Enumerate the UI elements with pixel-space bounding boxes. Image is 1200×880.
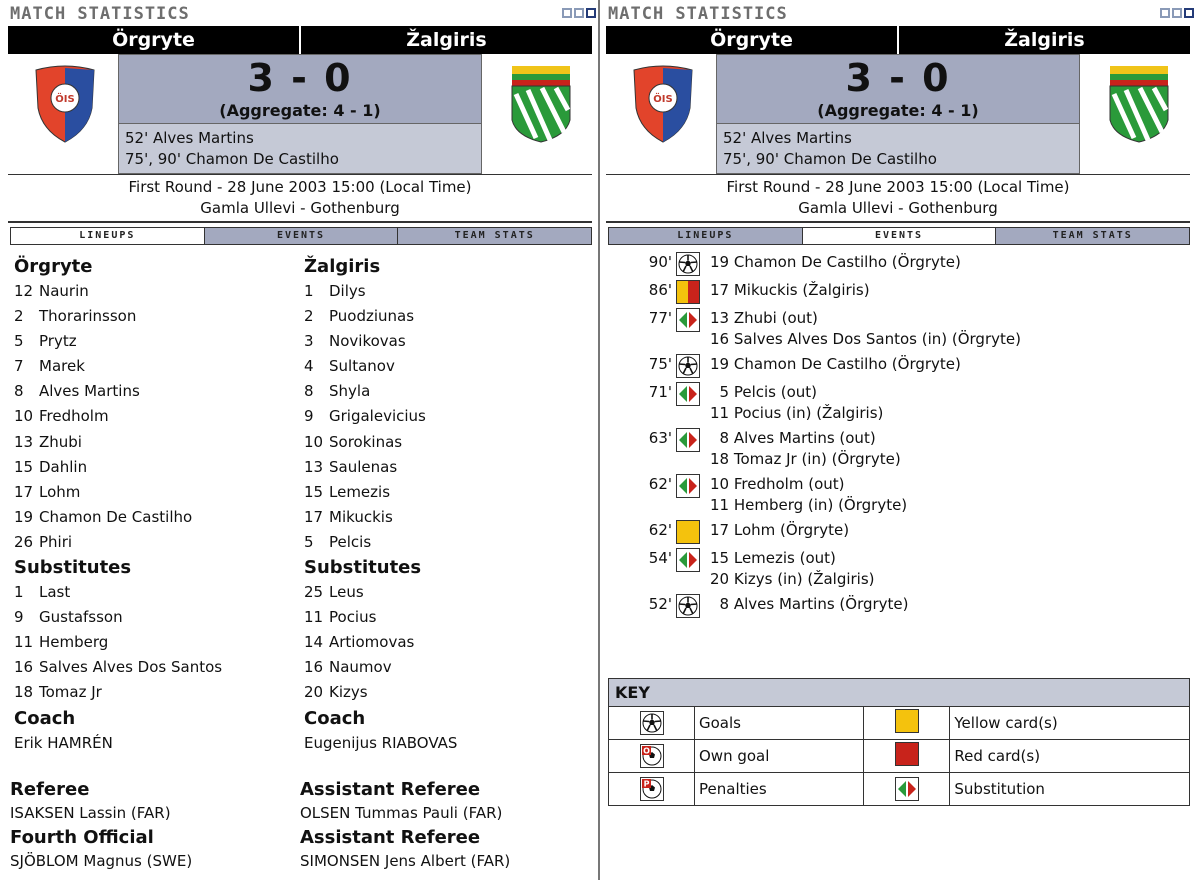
player-name: Novikovas bbox=[329, 332, 406, 351]
svg-text:ÖIS: ÖIS bbox=[55, 94, 75, 105]
event-line[interactable]: 10 Fredholm (out) bbox=[710, 475, 845, 493]
event-minute: 71' bbox=[648, 383, 672, 401]
player-number: 12 bbox=[14, 282, 34, 300]
event-line[interactable]: 16 Salves Alves Dos Santos (in) (Örgryte) bbox=[710, 330, 1021, 348]
event-description bbox=[710, 354, 961, 375]
player-name: Zhubi bbox=[39, 432, 82, 451]
key-table bbox=[608, 678, 1190, 806]
player-number: 13 bbox=[14, 432, 34, 451]
match-info bbox=[606, 174, 1190, 223]
fourth-official-label: Fourth Official bbox=[10, 827, 154, 848]
own-goal-icon bbox=[609, 740, 695, 773]
window-icon[interactable] bbox=[586, 8, 596, 18]
player-number: 10 bbox=[304, 432, 324, 451]
referee-name[interactable]: ISAKSEN Lassin (FAR) bbox=[10, 804, 171, 822]
tab-bar bbox=[10, 227, 592, 245]
player-row[interactable] bbox=[304, 354, 584, 379]
page-title: MATCH STATISTICS bbox=[10, 4, 190, 24]
home-team-name[interactable]: Örgryte bbox=[112, 29, 195, 51]
window-controls bbox=[1160, 8, 1194, 18]
window-icon[interactable] bbox=[1160, 8, 1170, 18]
player-number: 17 bbox=[304, 507, 324, 526]
event-description bbox=[710, 280, 870, 301]
away-lineup-title: Žalgiris bbox=[304, 256, 381, 277]
player-row[interactable] bbox=[14, 505, 294, 530]
away-team-name[interactable]: Žalgiris bbox=[897, 26, 1190, 54]
player-number: 19 bbox=[14, 507, 34, 526]
scorer-line: 52' Alves Martins bbox=[125, 129, 254, 147]
home-crest-icon[interactable] bbox=[628, 64, 698, 144]
player-number: 17 bbox=[14, 482, 34, 501]
event-row bbox=[636, 428, 1196, 470]
player-number: 5 bbox=[14, 332, 24, 351]
player-row[interactable] bbox=[14, 480, 294, 505]
substitution-icon bbox=[676, 428, 700, 452]
substitution-icon bbox=[676, 308, 700, 332]
player-name: Grigalevicius bbox=[329, 407, 426, 426]
player-row[interactable] bbox=[14, 455, 294, 480]
player-name: Phiri bbox=[39, 532, 73, 551]
tab-events[interactable]: EVENTS bbox=[802, 228, 996, 244]
player-number: 15 bbox=[304, 482, 324, 501]
goal-icon bbox=[609, 707, 695, 740]
event-minute: 86' bbox=[648, 281, 672, 299]
substitution-icon bbox=[676, 382, 700, 406]
event-row bbox=[636, 594, 1196, 618]
player-row[interactable] bbox=[14, 304, 294, 329]
player-row[interactable] bbox=[304, 279, 584, 304]
home-substitutes bbox=[14, 580, 294, 705]
event-row bbox=[636, 548, 1196, 590]
player-number: 1 bbox=[304, 282, 314, 300]
event-line[interactable]: 11 Pocius (in) (Žalgiris) bbox=[710, 404, 884, 422]
player-name: Lemezis bbox=[329, 482, 391, 501]
scorer-line: 75', 90' Chamon De Castilho bbox=[723, 150, 937, 168]
player-row[interactable] bbox=[14, 279, 294, 304]
key-label: Own goal bbox=[695, 740, 864, 773]
player-number: 8 bbox=[304, 382, 314, 401]
player-name: Kizys bbox=[329, 683, 368, 702]
player-number: 10 bbox=[14, 407, 34, 426]
tab-team-stats[interactable]: TEAM STATS bbox=[995, 228, 1189, 244]
substitution-icon bbox=[676, 474, 700, 498]
key-row bbox=[609, 740, 1190, 773]
assistant-referee-block bbox=[300, 778, 580, 824]
team-bar bbox=[606, 26, 1190, 54]
referee-block bbox=[10, 778, 290, 824]
player-row[interactable] bbox=[14, 329, 294, 354]
player-number: 1 bbox=[14, 583, 24, 602]
score-box bbox=[716, 54, 1080, 124]
yellow-card-icon bbox=[676, 520, 700, 544]
event-description bbox=[710, 428, 901, 470]
key-title: KEY bbox=[609, 679, 1190, 707]
substitution-icon bbox=[864, 773, 950, 806]
player-name: Salves Alves Dos Santos bbox=[39, 658, 223, 677]
player-number: 16 bbox=[14, 658, 34, 677]
event-line[interactable]: 13 Zhubi (out) bbox=[710, 309, 818, 327]
goal-scorers bbox=[118, 124, 482, 174]
player-name: Last bbox=[39, 583, 71, 602]
player-row[interactable] bbox=[14, 430, 294, 455]
svg-text:O: O bbox=[642, 746, 650, 756]
venue: Gamla Ullevi - Gothenburg bbox=[200, 199, 400, 217]
away-substitutes bbox=[304, 580, 584, 705]
home-coach-title: Coach bbox=[14, 707, 76, 729]
player-name: Saulenas bbox=[329, 457, 398, 476]
svg-text:ÖIS: ÖIS bbox=[653, 94, 673, 105]
player-row[interactable] bbox=[14, 530, 294, 555]
event-row bbox=[636, 474, 1196, 516]
player-row[interactable] bbox=[14, 379, 294, 404]
home-lineup bbox=[14, 254, 294, 756]
red-card-icon bbox=[864, 740, 950, 773]
player-number: 7 bbox=[14, 357, 24, 376]
assistant-referee-name[interactable]: OLSEN Tummas Pauli (FAR) bbox=[300, 804, 503, 822]
player-number: 11 bbox=[14, 633, 34, 652]
final-score: 3 - 0 bbox=[247, 56, 353, 100]
tab-bar bbox=[608, 227, 1190, 245]
fourth-official-name[interactable]: SJÖBLOM Magnus (SWE) bbox=[10, 852, 193, 870]
event-minute: 62' bbox=[648, 475, 672, 493]
event-description bbox=[710, 520, 849, 541]
page-title: MATCH STATISTICS bbox=[608, 4, 788, 24]
player-row[interactable] bbox=[14, 655, 294, 680]
player-name: Naumov bbox=[329, 658, 392, 677]
tab-lineups[interactable]: LINEUPS bbox=[609, 228, 802, 244]
key-label: Substitution bbox=[950, 773, 1190, 806]
goal-icon bbox=[676, 252, 700, 276]
assistant-referee-block bbox=[300, 826, 580, 872]
aggregate-score: (Aggregate: 4 - 1) bbox=[219, 101, 381, 120]
event-minute: 90' bbox=[648, 253, 672, 271]
away-crest-icon[interactable] bbox=[506, 64, 576, 144]
player-name: Dilys bbox=[329, 282, 366, 300]
player-number: 15 bbox=[14, 457, 34, 476]
event-row bbox=[636, 252, 1196, 276]
player-name: Tomaz Jr bbox=[39, 683, 102, 702]
window-icon[interactable] bbox=[1172, 8, 1182, 18]
events-list bbox=[636, 252, 1196, 622]
home-team-name[interactable]: Örgryte bbox=[710, 29, 793, 51]
away-subs-title: Substitutes bbox=[304, 557, 422, 579]
window-icon[interactable] bbox=[1184, 8, 1194, 18]
event-line[interactable]: 19 Chamon De Castilho (Örgryte) bbox=[710, 253, 961, 271]
home-coach[interactable]: Erik HAMRÉN bbox=[14, 733, 113, 752]
player-row[interactable] bbox=[304, 655, 584, 680]
goal-scorers bbox=[716, 124, 1080, 174]
event-row bbox=[636, 382, 1196, 424]
key-label: Red card(s) bbox=[950, 740, 1190, 773]
event-minute: 77' bbox=[648, 309, 672, 327]
player-name: Artiomovas bbox=[329, 633, 415, 652]
key-label: Yellow card(s) bbox=[950, 707, 1190, 740]
event-line[interactable]: 15 Lemezis (out) bbox=[710, 549, 836, 567]
player-number: 11 bbox=[304, 608, 324, 627]
player-name: Lohm bbox=[39, 482, 81, 501]
round-date: First Round - 28 June 2003 15:00 (Local Time) bbox=[726, 178, 1070, 196]
event-description bbox=[710, 382, 883, 424]
assistant-referee-name[interactable]: SIMONSEN Jens Albert (FAR) bbox=[300, 852, 511, 870]
player-row[interactable] bbox=[14, 630, 294, 655]
tab-events[interactable]: EVENTS bbox=[204, 228, 398, 244]
player-name: Chamon De Castilho bbox=[39, 507, 193, 526]
event-line[interactable]: 11 Hemberg (in) (Örgryte) bbox=[710, 496, 908, 514]
final-score: 3 - 0 bbox=[845, 56, 951, 100]
goal-icon bbox=[676, 594, 700, 618]
score-box bbox=[118, 54, 482, 124]
event-minute: 52' bbox=[648, 595, 672, 613]
team-bar bbox=[8, 26, 592, 54]
assistant-referee-label: Assistant Referee bbox=[300, 827, 481, 848]
player-row[interactable] bbox=[304, 379, 584, 404]
home-subs-title: Substitutes bbox=[14, 557, 132, 579]
player-row[interactable] bbox=[304, 530, 584, 555]
event-line[interactable]: 17 Lohm (Örgryte) bbox=[710, 521, 850, 539]
away-team-name[interactable]: Žalgiris bbox=[299, 26, 592, 54]
home-lineup-title: Örgryte bbox=[14, 256, 93, 277]
player-number: 25 bbox=[304, 583, 324, 602]
svg-text:P: P bbox=[643, 779, 649, 789]
match-info bbox=[8, 174, 592, 223]
player-row[interactable] bbox=[14, 605, 294, 630]
player-row[interactable] bbox=[304, 329, 584, 354]
window-controls bbox=[562, 8, 596, 18]
substitution-icon bbox=[676, 548, 700, 572]
player-number: 8 bbox=[14, 382, 24, 401]
player-row[interactable] bbox=[14, 354, 294, 379]
player-name: Sorokinas bbox=[329, 432, 403, 451]
player-row[interactable] bbox=[304, 480, 584, 505]
away-coach[interactable]: Eugenijus RIABOVAS bbox=[304, 733, 458, 752]
event-description bbox=[710, 474, 907, 516]
player-name: Fredholm bbox=[39, 407, 109, 426]
event-row bbox=[636, 308, 1196, 350]
player-row[interactable] bbox=[304, 304, 584, 329]
player-name: Alves Martins bbox=[39, 382, 140, 401]
player-name: Gustafsson bbox=[39, 608, 123, 627]
event-line[interactable]: 8 Alves Martins (out) bbox=[710, 429, 876, 447]
player-name: Dahlin bbox=[39, 457, 88, 476]
fourth-official-block bbox=[10, 826, 290, 872]
aggregate-score: (Aggregate: 4 - 1) bbox=[817, 101, 979, 120]
player-number: 5 bbox=[304, 532, 314, 551]
player-number: 14 bbox=[304, 633, 324, 652]
window-icon[interactable] bbox=[562, 8, 572, 18]
event-row bbox=[636, 280, 1196, 304]
home-starters bbox=[14, 279, 294, 555]
away-starters bbox=[304, 279, 584, 555]
player-row[interactable] bbox=[304, 630, 584, 655]
tab-team-stats[interactable]: TEAM STATS bbox=[397, 228, 591, 244]
player-number: 16 bbox=[304, 658, 324, 677]
player-row[interactable] bbox=[304, 680, 584, 705]
key-row bbox=[609, 707, 1190, 740]
player-number: 3 bbox=[304, 332, 314, 351]
player-name: Pelcis bbox=[329, 532, 372, 551]
event-line[interactable]: 8 Alves Martins (Örgryte) bbox=[710, 595, 909, 613]
player-name: Mikuckis bbox=[329, 507, 393, 526]
round-date: First Round - 28 June 2003 15:00 (Local Time) bbox=[128, 178, 472, 196]
scorer-line: 52' Alves Martins bbox=[723, 129, 852, 147]
player-number: 18 bbox=[14, 683, 34, 702]
player-number: 2 bbox=[304, 307, 314, 326]
event-minute: 75' bbox=[648, 355, 672, 373]
player-name: Shyla bbox=[329, 382, 371, 401]
event-line[interactable]: 5 Pelcis (out) bbox=[710, 383, 818, 401]
player-number: 2 bbox=[14, 307, 24, 326]
player-number: 9 bbox=[304, 407, 314, 426]
player-row[interactable] bbox=[304, 430, 584, 455]
player-name: Hemberg bbox=[39, 633, 109, 652]
player-number: 9 bbox=[14, 608, 24, 627]
player-name: Thorarinsson bbox=[39, 307, 137, 326]
penalty-icon bbox=[609, 773, 695, 806]
event-minute: 54' bbox=[648, 549, 672, 567]
event-line[interactable]: 20 Kizys (in) (Žalgiris) bbox=[710, 570, 875, 588]
player-number: 20 bbox=[304, 683, 324, 702]
event-line[interactable]: 17 Mikuckis (Žalgiris) bbox=[710, 281, 870, 299]
player-row[interactable] bbox=[304, 404, 584, 429]
event-description bbox=[710, 252, 961, 273]
event-description bbox=[710, 594, 909, 615]
match-panel-events bbox=[606, 0, 1198, 880]
player-row[interactable] bbox=[304, 455, 584, 480]
player-row[interactable] bbox=[304, 505, 584, 530]
player-row[interactable] bbox=[14, 404, 294, 429]
player-name: Prytz bbox=[39, 332, 77, 351]
event-minute: 63' bbox=[648, 429, 672, 447]
assistant-referee-label: Assistant Referee bbox=[300, 779, 481, 800]
player-name: Marek bbox=[39, 357, 85, 376]
player-number: 13 bbox=[304, 457, 324, 476]
away-lineup bbox=[304, 254, 584, 756]
key-row bbox=[609, 773, 1190, 806]
player-number: 4 bbox=[304, 357, 314, 376]
event-row bbox=[636, 520, 1196, 544]
player-row[interactable] bbox=[14, 680, 294, 705]
event-line[interactable]: 18 Tomaz Jr (in) (Örgryte) bbox=[710, 450, 901, 468]
event-description bbox=[710, 548, 875, 590]
player-name: Pocius bbox=[329, 608, 377, 627]
away-crest-icon[interactable] bbox=[1104, 64, 1174, 144]
player-name: Sultanov bbox=[329, 357, 395, 376]
goal-icon bbox=[676, 354, 700, 378]
scorer-line: 75', 90' Chamon De Castilho bbox=[125, 150, 339, 168]
event-row bbox=[636, 354, 1196, 378]
home-crest-icon[interactable] bbox=[30, 64, 100, 144]
player-name: Naurin bbox=[39, 282, 89, 300]
away-coach-title: Coach bbox=[304, 707, 366, 729]
event-line[interactable]: 19 Chamon De Castilho (Örgryte) bbox=[710, 355, 961, 373]
event-description bbox=[710, 308, 1021, 350]
player-row[interactable] bbox=[14, 580, 294, 605]
match-panel-lineups bbox=[8, 0, 600, 880]
event-minute: 62' bbox=[648, 521, 672, 539]
venue: Gamla Ullevi - Gothenburg bbox=[798, 199, 998, 217]
window-icon[interactable] bbox=[574, 8, 584, 18]
tab-lineups[interactable]: LINEUPS bbox=[11, 228, 204, 244]
player-name: Leus bbox=[329, 583, 364, 602]
second-yellow-card-icon bbox=[676, 280, 700, 304]
yellow-card-icon bbox=[864, 707, 950, 740]
key-label: Goals bbox=[695, 707, 864, 740]
player-row[interactable] bbox=[304, 605, 584, 630]
player-name: Puodziunas bbox=[329, 307, 415, 326]
key-label: Penalties bbox=[695, 773, 864, 806]
player-number: 26 bbox=[14, 532, 34, 551]
referee-label: Referee bbox=[10, 779, 90, 800]
player-row[interactable] bbox=[304, 580, 584, 605]
